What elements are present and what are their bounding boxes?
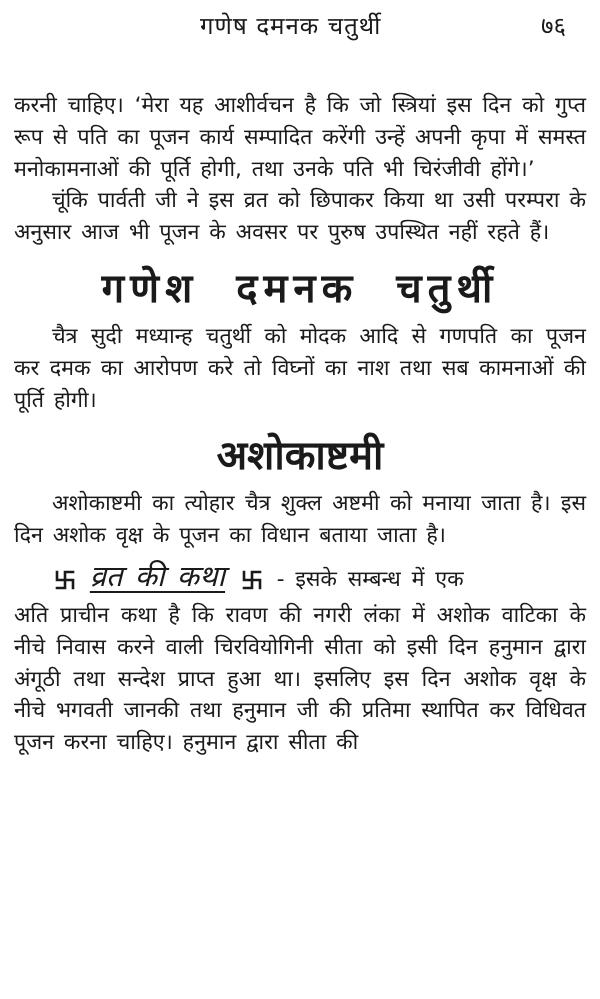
paragraph-chaitra-sudi: चैत्र सुदी मध्यान्ह चतुर्थी को मोदक आदि से गणपति का पूजन कर दमक का आरोपण करे तो विघ्नों का नाश तथा सब कामनाओं की पूर्ति होगी।: [14, 323, 586, 413]
katha-lead-text: - इसके सम्बन्ध में एक: [276, 566, 464, 592]
katha-title: व्रत की कथा: [89, 558, 226, 593]
paragraph-blessing: करनी चाहिए। ‘मेरा यह आशीर्वचन है कि जो स्त्रियां इस दिन को गुप्त रूप से पति का पूजन कार्य सम्पादित करेंगी उन्हें अपनी कृपा में समस्त मनोकामनाओं की पूर्ति होगी, तथा उनके पति भी चिरंजीवी होंगे।’: [14, 93, 586, 182]
katha-heading-line: [14, 556, 586, 600]
section-heading-ashokashtami: अशोकाष्टमी: [216, 433, 384, 480]
page-number: ७६: [541, 12, 566, 40]
paragraph-parvati: चूंकि पार्वती जी ने इस व्रत को छिपाकर किया था उसी परम्परा के अनुसार आज भी पूजन के अवसर पर पुरुष उपस्थित नहीं रहते हैं।: [14, 188, 586, 246]
running-title: गणेष दमनक चतुर्थी: [200, 12, 382, 40]
page-header: [14, 0, 586, 48]
swastika-icon: [241, 569, 263, 591]
paragraph-katha-story: अति प्राचीन कथा है कि रावण की नगरी लंका में अशोक वाटिका के नीचे निवास करने वाली चिरवियोगिनी सीता को इसी दिन हनुमान द्वारा अंगूठी तथा सन्देश प्राप्त हुआ था। इसलिए इस दिन अशोक वृक्ष के नीचे भगवती जानकी तथा हनुमान जी की प्रतिमा स्थापित कर विधिवत पूजन करना चाहिए। हनुमान द्वारा सीता की: [14, 602, 586, 756]
paragraph-ashokashtami-intro: अशोकाष्टमी का त्योहार चैत्र शुक्ल अष्टमी को मनाया जाता है। इस दिन अशोक वृक्ष के पूजन का विधान बताया जाता है।: [14, 491, 586, 549]
section-heading-ganesh-damanak: गणेश दमनक चतुर्थी: [101, 265, 499, 312]
swastika-icon: [54, 569, 76, 591]
